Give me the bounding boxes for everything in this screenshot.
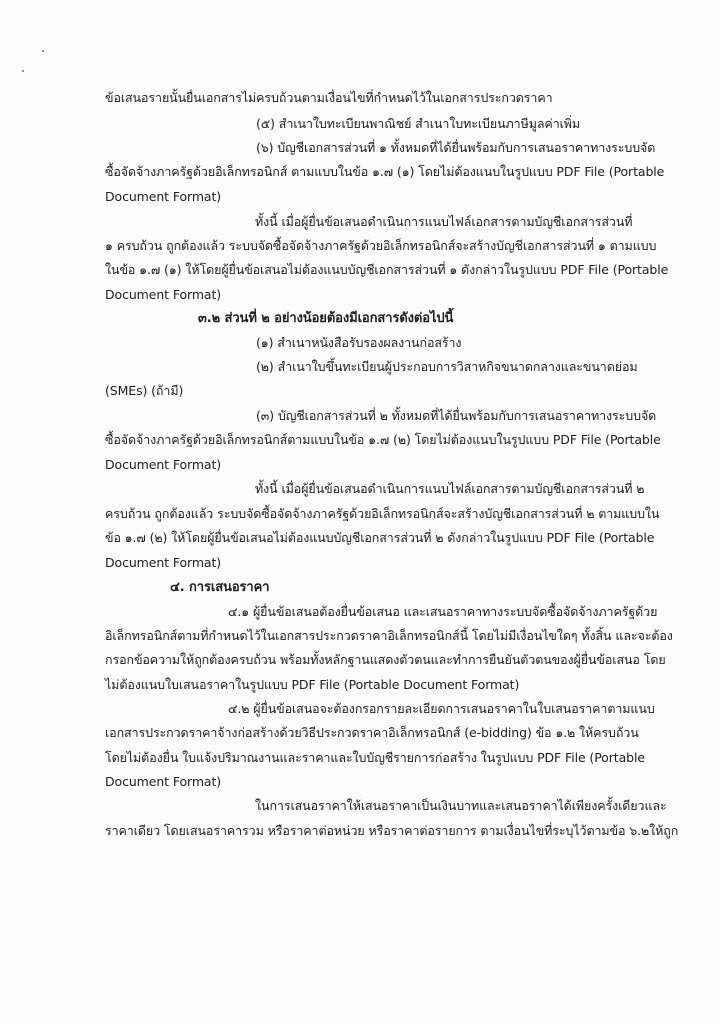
text-line: Document Format)	[105, 774, 222, 789]
text-line: Document Format)	[105, 457, 222, 472]
text-line: เอกสารประกวดราคาจ้างก่อสร้างด้วยวิธีประกวดราคาอิเล็กทรอนิกส์ (e-bidding) ข้อ ๑.๒ ให้ครบถ้วน	[105, 725, 639, 740]
list-item-6: (๖) บัญชีเอกสารส่วนที่ ๑ ทั้งหมดที่ได้ยื่นพร้อมกับการเสนอราคาทางระบบจัด	[256, 140, 656, 155]
text-line: Document Format)	[105, 555, 222, 570]
list-item-3: (๓) บัญชีเอกสารส่วนที่ ๒ ทั้งหมดที่ได้ยื่นพร้อมกับการเสนอราคาทางระบบจัด	[256, 408, 657, 423]
text-line: ครบถ้วน ถูกต้องแล้ว ระบบจัดซื้อจัดจ้างภาครัฐด้วยอิเล็กทรอนิกส์จะสร้างบัญชีเอกสารส่วนที่ ๒ ตามแบบใน	[105, 506, 660, 521]
clause-4-2: ๔.๒ ผู้ยื่นข้อเสนอจะต้องกรอกรายละเอียดการเสนอราคาในใบเสนอราคาตามแนบ	[228, 701, 655, 716]
text-line: โดยไม่ต้องยื่น ใบแจ้งปริมาณงานและราคาและใบบัญชีรายการก่อสร้าง ในรูปแบบ PDF File (Portable	[105, 750, 645, 765]
text-line: กรอกข้อความให้ถูกต้องครบถ้วน พร้อมทั้งหลักฐานแสดงตัวตนและทำการยืนยันตัวตนของผู้ยื่นข้อเสนอ โดย	[105, 652, 666, 667]
text-line: ซื้อจัดจ้างภาครัฐด้วยอิเล็กทรอนิกส์ตามแบบในข้อ ๑.๗ (๒) โดยไม่ต้องแนบในรูปแบบ PDF File (Portable	[105, 432, 661, 447]
text-line: ข้อเสนอรายนั้นยื่นเอกสารไม่ครบถ้วนตามเงื่อนไขที่กำหนดไว้ในเอกสารประกวดราคา	[105, 90, 553, 105]
text-line: ข้อ ๑.๗ (๒) ให้โดยผู้ยื่นข้อเสนอไม่ต้องแนบบัญชีเอกสารส่วนที่ ๒ ดังกล่าวในรูปแบบ PDF File (Portable	[105, 530, 655, 545]
list-item-1: (๑) สำเนาหนังสือรับรองผลงานก่อสร้าง	[256, 335, 462, 350]
text-line: ซื้อจัดจ้างภาครัฐด้วยอิเล็กทรอนิกส์ ตามแบบในข้อ ๑.๗ (๑) โดยไม่ต้องแนบในรูปแบบ PDF File (Portable	[105, 164, 665, 179]
text-line: Document Format)	[105, 287, 222, 302]
scan-speck	[42, 50, 44, 52]
list-item-5: (๕) สำเนาใบทะเบียนพาณิชย์ สำเนาใบทะเบียนภาษีมูลค่าเพิ่ม	[256, 116, 581, 131]
paragraph-start: ทั้งนี้ เมื่อผู้ยื่นข้อเสนอดำเนินการแนบไฟล์เอกสารตามบัญชีเอกสารส่วนที่ ๒	[255, 481, 645, 496]
list-item-2: (๒) สำเนาใบขึ้นทะเบียนผู้ประกอบการวิสาหกิจขนาดกลางและขนาดย่อม	[256, 359, 638, 374]
paragraph-start: ในการเสนอราคาให้เสนอราคาเป็นเงินบาทและเสนอราคาได้เพียงครั้งเดียวและ	[255, 798, 667, 813]
text-line: ไม่ต้องแนบใบเสนอราคาในรูปแบบ PDF File (Portable Document Format)	[105, 677, 520, 692]
scan-speck	[22, 70, 24, 72]
text-line: ๑ ครบถ้วน ถูกต้องแล้ว ระบบจัดซื้อจัดจ้างภาครัฐด้วยอิเล็กทรอนิกส์จะสร้างบัญชีเอกสารส่วนที่ ๑ ตามแบบ	[105, 238, 657, 253]
text-line: ในข้อ ๑.๗ (๑) ให้โดยผู้ยื่นข้อเสนอไม่ต้องแนบบัญชีเอกสารส่วนที่ ๑ ดังกล่าวในรูปแบบ PDF File (Portable	[105, 262, 669, 277]
text-line: Document Format)	[105, 189, 222, 204]
text-line: ราคาเดียว โดยเสนอราคารวม หรือราคาต่อหน่วย หรือราคาต่อรายการ ตามเงื่อนไขที่ระบุไว้ตามข้อ ๖.๒ให้ถูก	[105, 823, 679, 838]
section-heading-3-2: ๓.๒ ส่วนที่ ๒ อย่างน้อยต้องมีเอกสารดังต่อไปนี้	[198, 311, 454, 326]
clause-4-1: ๔.๑ ผู้ยื่นข้อเสนอต้องยื่นข้อเสนอ และเสนอราคาทางระบบจัดซื้อจัดจ้างภาครัฐด้วย	[228, 604, 658, 619]
section-heading-4: ๔. การเสนอราคา	[170, 580, 270, 595]
text-line: อิเล็กทรอนิกส์ตามที่กำหนดไว้ในเอกสารประกวดราคาอิเล็กทรอนิกส์นี้ โดยไม่มีเงื่อนไขใดๆ ทั้งสิ้น และจะต้อง	[105, 628, 673, 643]
text-line: (SMEs) (ถ้ามี)	[105, 383, 184, 398]
paragraph-start: ทั้งนี้ เมื่อผู้ยื่นข้อเสนอดำเนินการแนบไฟล์เอกสารตามบัญชีเอกสารส่วนที่	[255, 214, 633, 229]
